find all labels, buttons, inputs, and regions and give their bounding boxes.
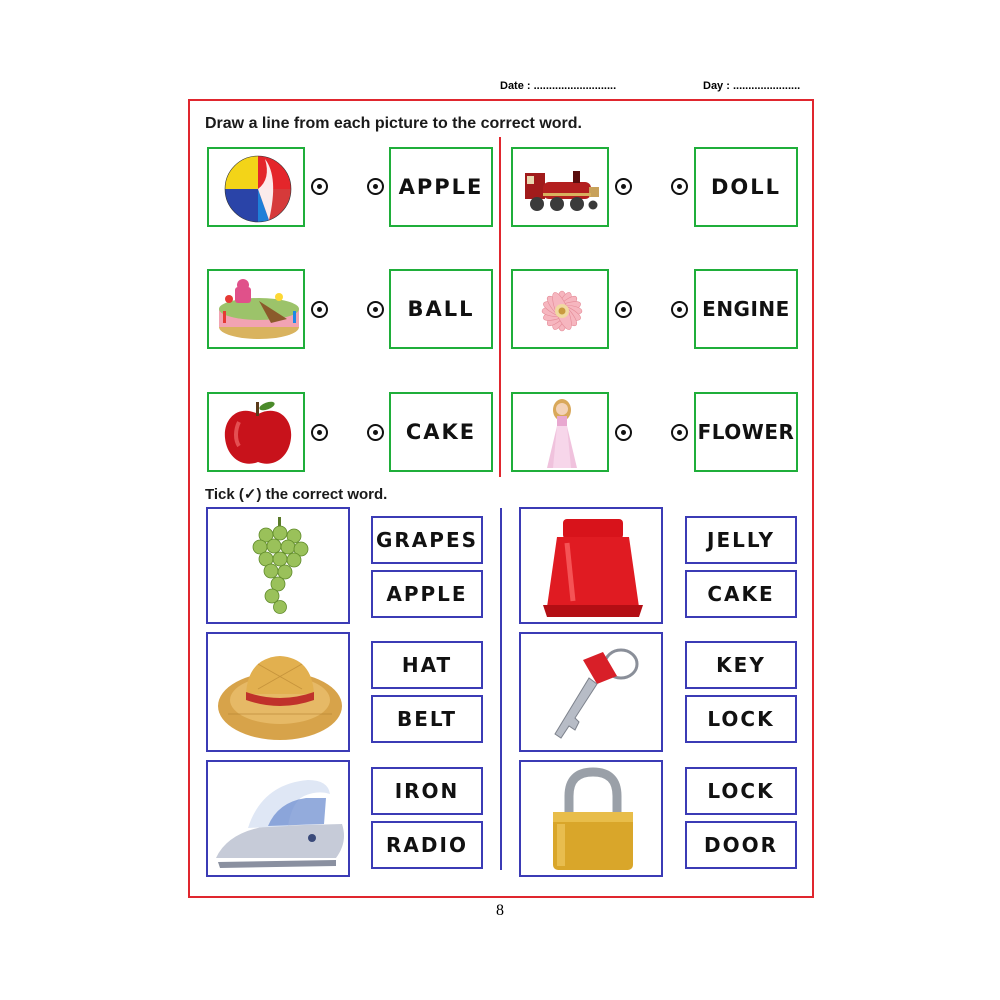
word-box-ball[interactable]: BALL bbox=[389, 269, 493, 349]
picture-box-jelly bbox=[519, 507, 663, 624]
ball-icon bbox=[209, 149, 307, 229]
tick-divider bbox=[500, 508, 502, 870]
iron-icon bbox=[208, 762, 352, 879]
picture-box-hat bbox=[206, 632, 350, 752]
match-dot-doll-word[interactable] bbox=[671, 178, 688, 195]
match-dot-flower-word[interactable] bbox=[671, 424, 688, 441]
option-radio[interactable]: RADIO bbox=[371, 821, 483, 869]
picture-box-doll bbox=[511, 392, 609, 472]
train-engine-icon bbox=[513, 149, 611, 229]
day-field: Day : ...................... bbox=[703, 80, 801, 92]
option-belt[interactable]: BELT bbox=[371, 695, 483, 743]
picture-box-ball bbox=[207, 147, 305, 227]
hat-icon bbox=[208, 634, 352, 754]
apple-icon bbox=[209, 394, 307, 474]
match-dot-ball[interactable] bbox=[311, 178, 328, 195]
word-box-apple[interactable]: APPLE bbox=[389, 147, 493, 227]
flower-icon bbox=[513, 271, 611, 351]
cake-icon bbox=[209, 271, 307, 351]
option-cake[interactable]: CAKE bbox=[685, 570, 797, 618]
word-box-doll[interactable]: DOLL bbox=[694, 147, 798, 227]
word-box-flower[interactable]: FLOWER bbox=[694, 392, 798, 472]
grapes-icon bbox=[208, 509, 352, 626]
doll-icon bbox=[513, 394, 611, 474]
picture-box-cake bbox=[207, 269, 305, 349]
match-dot-doll[interactable] bbox=[615, 424, 632, 441]
padlock-icon bbox=[521, 762, 665, 879]
picture-box-iron bbox=[206, 760, 350, 877]
picture-box-flower bbox=[511, 269, 609, 349]
picture-box-apple bbox=[207, 392, 305, 472]
match-dot-flower[interactable] bbox=[615, 301, 632, 318]
match-dot-cake-word[interactable] bbox=[367, 424, 384, 441]
jelly-icon bbox=[521, 509, 665, 626]
match-dot-cake[interactable] bbox=[311, 301, 328, 318]
tick-instruction: Tick (✓) the correct word. bbox=[205, 486, 388, 503]
option-lock-2[interactable]: LOCK bbox=[685, 767, 797, 815]
match-dot-apple[interactable] bbox=[311, 424, 328, 441]
option-jelly[interactable]: JELLY bbox=[685, 516, 797, 564]
match-dot-engine-word[interactable] bbox=[671, 301, 688, 318]
match-dot-ball-word[interactable] bbox=[367, 301, 384, 318]
date-field: Date : ........................... bbox=[500, 80, 617, 92]
match-dot-apple-word[interactable] bbox=[367, 178, 384, 195]
option-grapes[interactable]: GRAPES bbox=[371, 516, 483, 564]
option-door[interactable]: DOOR bbox=[685, 821, 797, 869]
page-number: 8 bbox=[496, 902, 504, 919]
matching-divider bbox=[499, 137, 501, 477]
option-key[interactable]: KEY bbox=[685, 641, 797, 689]
word-box-cake[interactable]: CAKE bbox=[389, 392, 493, 472]
match-dot-engine[interactable] bbox=[615, 178, 632, 195]
picture-box-grapes bbox=[206, 507, 350, 624]
option-lock[interactable]: LOCK bbox=[685, 695, 797, 743]
picture-box-key bbox=[519, 632, 663, 752]
option-hat[interactable]: HAT bbox=[371, 641, 483, 689]
matching-instruction: Draw a line from each picture to the correct word. bbox=[205, 115, 582, 132]
key-icon bbox=[521, 634, 665, 754]
option-iron[interactable]: IRON bbox=[371, 767, 483, 815]
picture-box-engine bbox=[511, 147, 609, 227]
word-box-engine[interactable]: ENGINE bbox=[694, 269, 798, 349]
option-apple[interactable]: APPLE bbox=[371, 570, 483, 618]
picture-box-padlock bbox=[519, 760, 663, 877]
